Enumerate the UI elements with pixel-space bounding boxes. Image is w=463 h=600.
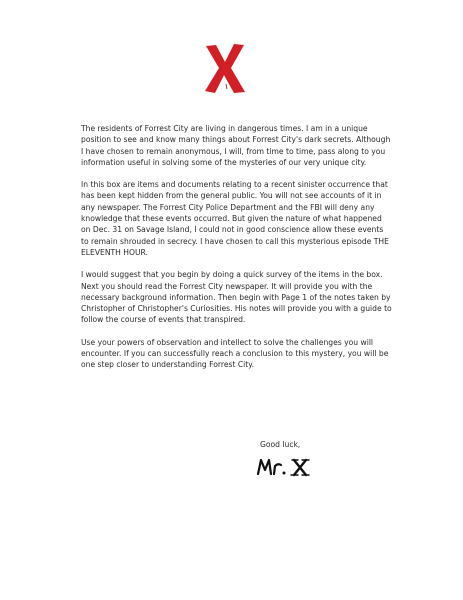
red-x-mark-icon <box>203 42 247 94</box>
letter-paragraph-1: The residents of Forrest City are living in dangerous times. I am in a unique position to see and know many things about Forrest City's dark secrets. Although I have chosen to remain anonymous, I will, from time to time, pass along to you information useful in solving some of the mysteries of our very unique city. <box>81 124 391 167</box>
letter-paragraph-4: Use your powers of observation and intellect to solve the challenges you will encounter. If you can successfully reach a conclusion to this mystery, you will be one step closer to understanding Forrest City. <box>81 337 389 370</box>
handwritten-signature <box>254 454 334 480</box>
closing-salutation: Good luck, <box>260 440 301 449</box>
letter-paragraph-2: In this box are items and documents relating to a recent sinister occurrence that has been kept hidden from the general public. You will not see accounts of it in any newspaper. The Forrest City Police Department and the FBI will deny any knowledge that these events occurred. But given the nature of what happened on Dec. 31 on Savage Island, I could not in good conscience allow these events to remain shrouded in secrecy. I have chosen to call this mysterious episode THE ELEVENTH HOUR. <box>81 180 389 257</box>
letter-paragraph-3: I would suggest that you begin by doing a quick survey of the items in the box. Next you should read the Forrest City newspaper. It will provide you with the necessary background information. Then begin with Page 1 of the notes taken by Christopher of Christopher's Curiosities. His notes will provide you with a guide to follow the course of events that transpired. <box>81 270 392 325</box>
letter-body <box>81 123 393 382</box>
